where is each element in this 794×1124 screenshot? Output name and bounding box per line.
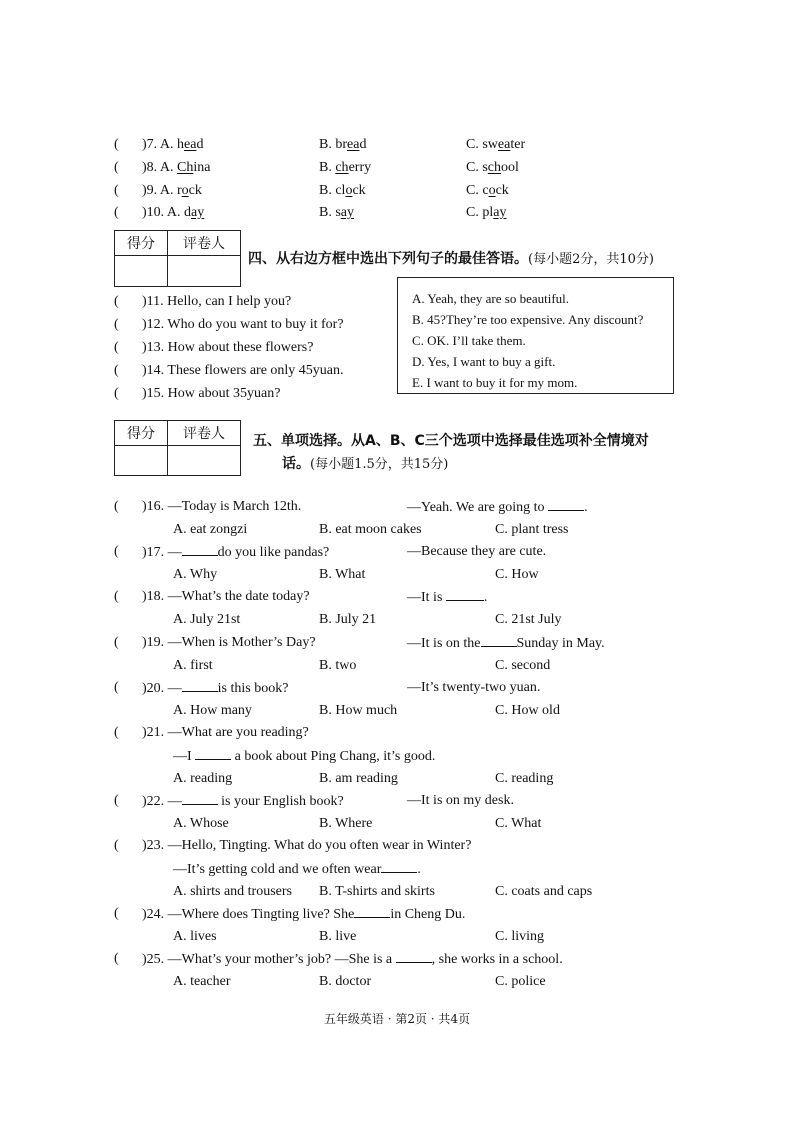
- option-a: A. shirts and trousers: [173, 884, 292, 899]
- answer-paren[interactable]: (: [114, 183, 119, 198]
- answer-paren[interactable]: (: [114, 317, 119, 332]
- question-16: )16. —Today is March 12th.: [142, 499, 302, 514]
- question-22: )22. — is your English book?: [142, 794, 344, 809]
- option-c: C. reading: [495, 771, 554, 786]
- option-b: B. am reading: [319, 771, 398, 786]
- response-20: —It’s twenty-two yuan.: [407, 680, 541, 695]
- option-c: C. sweater: [466, 137, 526, 152]
- option-a: A. How many: [173, 703, 252, 718]
- answer-paren[interactable]: (: [114, 160, 119, 175]
- question-25: )25. —What’s your mother’s job? —She is a , she works in a school.: [142, 952, 563, 967]
- grader-header: 评卷人: [168, 421, 241, 446]
- question-20: )20. — is this book?: [142, 681, 289, 696]
- answer-paren[interactable]: (: [114, 589, 119, 604]
- response-18: —It is .: [407, 590, 488, 605]
- answer-paren[interactable]: (: [114, 793, 119, 808]
- option-c: C. OK. I’ll take them.: [412, 333, 526, 348]
- question-10: )10. A. day: [142, 205, 205, 220]
- option-b: B. say: [319, 205, 355, 220]
- answer-paren[interactable]: (: [114, 205, 119, 220]
- option-b: B. How much: [319, 703, 398, 718]
- question-9: )9. A. rock: [142, 183, 202, 198]
- response-19: —It is on the Sunday in May.: [407, 636, 605, 651]
- option-a: A. first: [173, 658, 213, 673]
- option-b: B. live: [319, 929, 357, 944]
- option-c: C. cock: [466, 183, 509, 198]
- option-b: B. clock: [319, 183, 366, 198]
- option-c: C. second: [495, 658, 551, 673]
- option-b: B. doctor: [319, 974, 372, 989]
- option-b: B. 45?They’re too expensive. Any discount?: [412, 312, 644, 327]
- question-21: )21. —What are you reading?: [142, 725, 309, 740]
- option-b: B. cherry: [319, 160, 372, 175]
- score-header: 得分: [115, 231, 168, 256]
- question-12: )12. Who do you want to buy it for?: [142, 317, 344, 332]
- answer-paren[interactable]: (: [114, 838, 119, 853]
- option-c: C. living: [495, 929, 545, 944]
- grader-cell[interactable]: [168, 256, 241, 287]
- option-a: A. Yeah, they are so beautiful.: [412, 291, 570, 306]
- option-c: C. police: [495, 974, 546, 989]
- option-b: B. Where: [319, 816, 373, 831]
- option-a: A. Why: [173, 567, 218, 582]
- question-13: )13. How about these flowers?: [142, 340, 314, 355]
- answer-paren[interactable]: (: [114, 294, 119, 309]
- option-c: C. school: [466, 160, 519, 175]
- response-22: —It is on my desk.: [407, 793, 514, 808]
- grader-cell[interactable]: [168, 446, 241, 476]
- score-table-4: [114, 230, 241, 287]
- question-8: )8. A. China: [142, 160, 211, 175]
- question-24: )24. —Where does Tingting live? She in Cheng Du.: [142, 907, 466, 922]
- option-b: B. two: [319, 658, 357, 673]
- option-b: B. bread: [319, 137, 367, 152]
- option-a: A. reading: [173, 771, 233, 786]
- answer-paren[interactable]: (: [114, 386, 119, 401]
- option-a: A. teacher: [173, 974, 231, 989]
- grader-header: 评卷人: [168, 231, 241, 256]
- answer-paren[interactable]: (: [114, 906, 119, 921]
- response-21: —I a book about Ping Chang, it’s good.: [173, 749, 436, 764]
- option-c: C. 21st July: [495, 612, 562, 627]
- question-17: )17. — do you like pandas?: [142, 545, 330, 560]
- answer-paren[interactable]: (: [114, 544, 119, 559]
- option-b: B. T-shirts and skirts: [319, 884, 435, 899]
- response-16: —Yeah. We are going to .: [407, 500, 588, 515]
- question-11: )11. Hello, can I help you?: [142, 294, 292, 309]
- score-header: 得分: [115, 421, 168, 446]
- question-19: )19. —When is Mother’s Day?: [142, 635, 316, 650]
- option-c: C. How old: [495, 703, 560, 718]
- option-d: D. Yes, I want to buy a gift.: [412, 354, 556, 369]
- question-15: )15. How about 35yuan?: [142, 386, 281, 401]
- option-c: C. play: [466, 205, 507, 220]
- answer-paren[interactable]: (: [114, 725, 119, 740]
- answer-paren[interactable]: (: [114, 680, 119, 695]
- option-c: C. coats and caps: [495, 884, 593, 899]
- answer-paren[interactable]: (: [114, 340, 119, 355]
- option-a: A. lives: [173, 929, 217, 944]
- section-5-title-cont: 话。(每小题1.5分，共15分): [282, 456, 449, 472]
- score-table-5: [114, 420, 241, 476]
- option-c: C. plant tress: [495, 522, 569, 537]
- answer-paren[interactable]: (: [114, 499, 119, 514]
- score-cell[interactable]: [115, 256, 168, 287]
- section-4-title: 四、从右边方框中选出下列句子的最佳答语。(每小题2分，共10分): [248, 251, 654, 267]
- option-e: E. I want to buy it for my mom.: [412, 375, 578, 390]
- option-b: B. eat moon cakes: [319, 522, 422, 537]
- question-14: )14. These flowers are only 45yuan.: [142, 363, 344, 378]
- response-17: —Because they are cute.: [407, 544, 547, 559]
- answer-paren[interactable]: (: [114, 951, 119, 966]
- option-c: C. How: [495, 567, 539, 582]
- answer-paren[interactable]: (: [114, 635, 119, 650]
- option-a: A. eat zongzi: [173, 522, 248, 537]
- score-cell[interactable]: [115, 446, 168, 476]
- answer-options-box: [397, 277, 674, 394]
- answer-paren[interactable]: (: [114, 137, 119, 152]
- option-a: A. July 21st: [173, 612, 241, 627]
- answer-paren[interactable]: (: [114, 363, 119, 378]
- question-7: )7. A. head: [142, 137, 204, 152]
- section-5-title: 五、单项选择。从A、B、C三个选项中选择最佳选项补全情境对: [253, 433, 649, 449]
- option-b: B. July 21: [319, 612, 377, 627]
- option-c: C. What: [495, 816, 542, 831]
- page-footer: 五年级英语 · 第2页 · 共4页: [323, 1012, 471, 1026]
- response-23: —It’s getting cold and we often wear .: [173, 862, 421, 877]
- option-b: B. What: [319, 567, 366, 582]
- option-a: A. Whose: [173, 816, 229, 831]
- question-23: )23. —Hello, Tingting. What do you often wear in Winter?: [142, 838, 472, 853]
- question-18: )18. —What’s the date today?: [142, 589, 310, 604]
